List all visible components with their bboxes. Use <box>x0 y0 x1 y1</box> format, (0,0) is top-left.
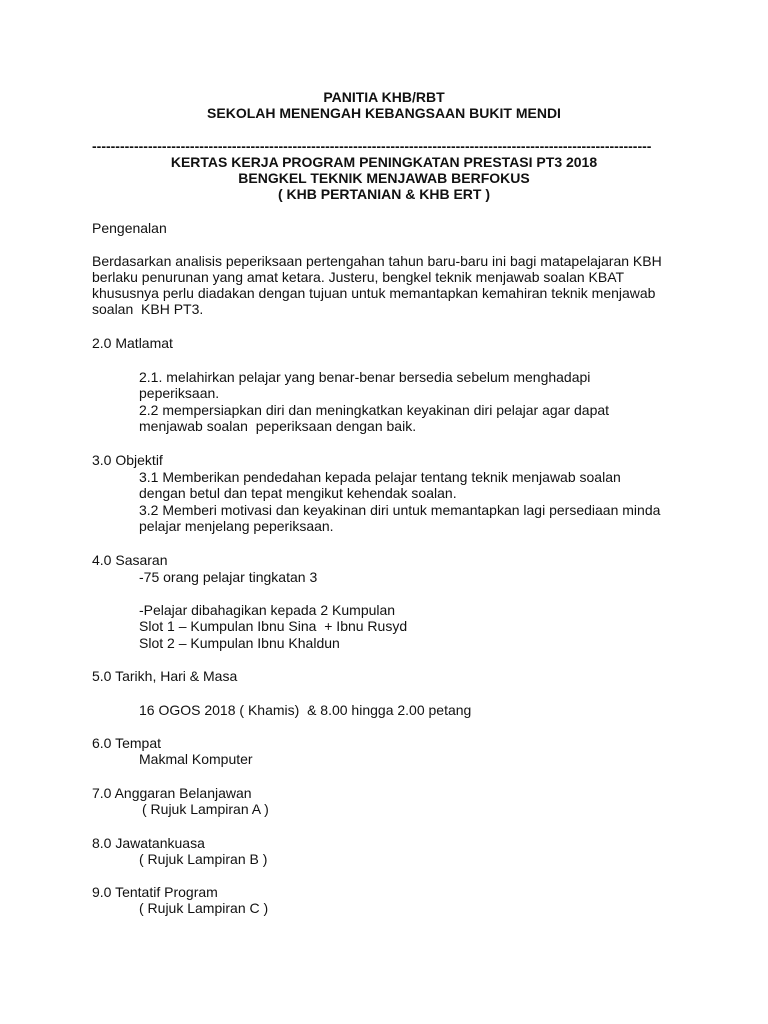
sasaran-heading: 4.0 Sasaran <box>92 552 168 568</box>
tempat-value: Makmal Komputer <box>139 751 253 767</box>
matlamat-line: peperiksaan. <box>139 385 220 401</box>
sasaran-line: Slot 2 – Kumpulan Ibnu Khaldun <box>139 635 340 651</box>
separator-line: ------------------------------------------------------------------------------------------------------------------------ <box>92 138 652 154</box>
tentatif-heading: 9.0 Tentatif Program <box>92 884 218 900</box>
tarikh-value: 16 OGOS 2018 ( Khamis) & 8.00 hingga 2.00 petang <box>139 702 472 718</box>
objektif-heading: 3.0 Objektif <box>92 452 163 468</box>
objektif-line: pelajar menjelang peperiksaan. <box>139 518 334 534</box>
intro-line: berlaku penurunan yang amat ketara. Justeru, bengkel teknik menjawab soalan KBAT <box>92 269 625 285</box>
tempat-heading: 6.0 Tempat <box>92 735 162 751</box>
school-name: SEKOLAH MENENGAH KEBANGSAAN BUKIT MENDI <box>207 105 561 121</box>
matlamat-line: menjawab soalan peperiksaan dengan baik. <box>139 418 417 434</box>
document-subject: ( KHB PERTANIAN & KHB ERT ) <box>277 186 491 202</box>
tarikh-heading: 5.0 Tarikh, Hari & Masa <box>92 668 238 684</box>
sasaran-line: -75 orang pelajar tingkatan 3 <box>139 569 318 585</box>
anggaran-heading: 7.0 Anggaran Belanjawan <box>92 785 252 801</box>
intro-line: Berdasarkan analisis peperiksaan pertengahan tahun baru-baru ini bagi matapelajaran KBH <box>92 253 662 269</box>
matlamat-heading: 2.0 Matlamat <box>92 335 173 351</box>
intro-line: khususnya perlu diadakan dengan tujuan untuk memantapkan kemahiran teknik menjawab <box>92 285 656 301</box>
jawatankuasa-heading: 8.0 Jawatankuasa <box>92 835 205 851</box>
anggaran-value: ( Rujuk Lampiran A ) <box>142 801 269 817</box>
objektif-line: 3.2 Memberi motivasi dan keyakinan diri untuk memantapkan lagi persediaan minda <box>139 502 661 518</box>
tentatif-value: ( Rujuk Lampiran C ) <box>139 900 269 916</box>
sasaran-line: -Pelajar dibahagikan kepada 2 Kumpulan <box>139 602 396 618</box>
matlamat-line: 2.1. melahirkan pelajar yang benar-benar bersedia sebelum menghadapi <box>139 369 591 385</box>
objektif-line: dengan betul dan tepat mengikut kehendak soalan. <box>139 485 457 501</box>
matlamat-line: 2.2 mempersiapkan diri dan meningkatkan keyakinan diri pelajar agar dapat <box>139 402 610 418</box>
objektif-line: 3.1 Memberikan pendedahan kepada pelajar tentang teknik menjawab soalan <box>139 469 621 485</box>
document-subtitle: BENGKEL TEKNIK MENJAWAB BERFOKUS <box>238 170 530 186</box>
intro-heading: Pengenalan <box>92 220 167 236</box>
jawatankuasa-value: ( Rujuk Lampiran B ) <box>139 851 268 867</box>
committee-heading: PANITIA KHB/RBT <box>323 89 445 105</box>
intro-line: soalan KBH PT3. <box>92 301 204 317</box>
document-title: KERTAS KERJA PROGRAM PENINGKATAN PRESTASI PT3 2018 <box>170 154 598 170</box>
sasaran-line: Slot 1 – Kumpulan Ibnu Sina + Ibnu Rusyd <box>139 618 408 634</box>
